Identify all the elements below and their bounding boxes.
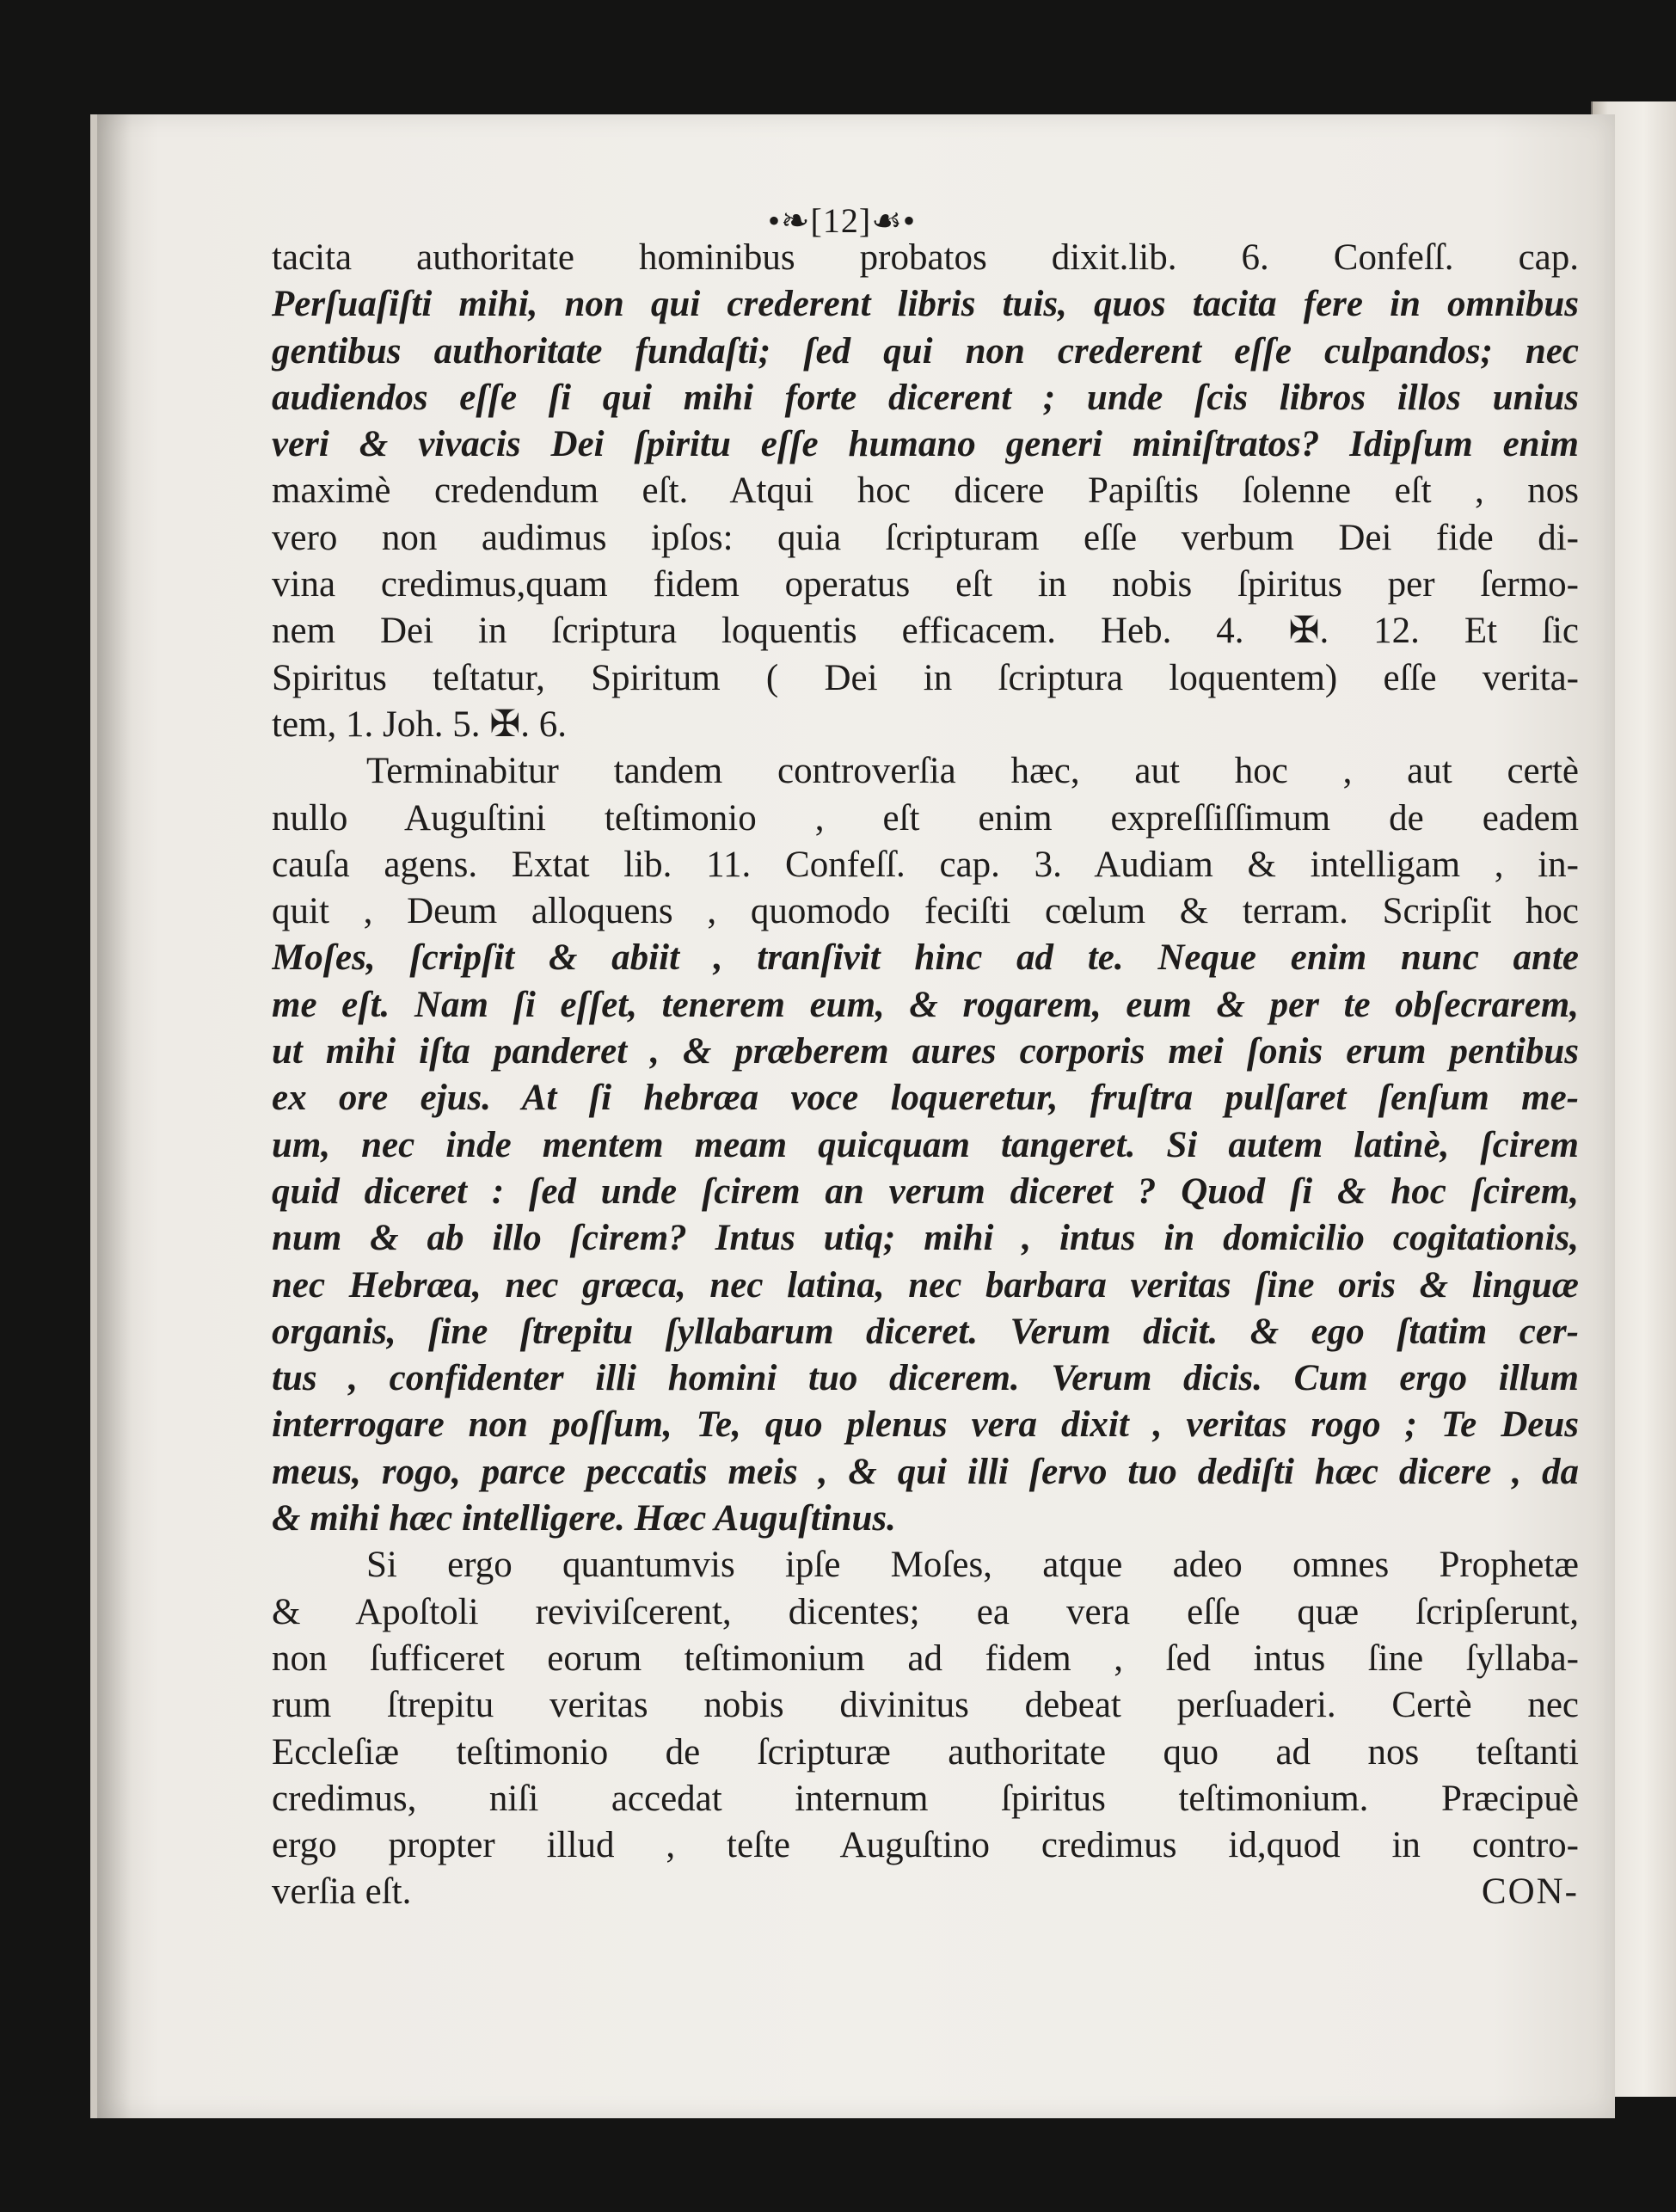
- text-line: nullo Auguſtini teſtimonio , eſt enim expreſſiſſimum de eadem: [272, 797, 1579, 839]
- catchword: CON-: [1481, 1871, 1579, 1913]
- text-line: num & ab illo ſcirem? Intus utiq; mihi , intus in domicilio cogitationis,: [272, 1218, 1579, 1259]
- text-line: maximè credendum eſt. Atqui hoc dicere Papiſtis ſolenne eſt , nos: [272, 470, 1579, 512]
- text-line: interrogare non poſſum, Te, quo plenus vera dixit , veritas rogo ; Te Deus: [272, 1404, 1579, 1446]
- text-line: ut mihi iſta panderet , & præberem aures corporis mei ſonis erum pentibus: [272, 1031, 1579, 1072]
- text-line: um, nec inde mentem meam quicquam tangeret. Si autem latinè, ſcirem: [272, 1124, 1579, 1165]
- text-line: organis, ſine ſtrepitu ſyllabarum diceret. Verum dicit. & ego ſtatim cer-: [272, 1311, 1579, 1352]
- text-line: Spiritus teſtatur, Spiritum ( Dei in ſcriptura loquentem) eſſe verita-: [272, 657, 1579, 698]
- last-line: [272, 1869, 1579, 1915]
- last-line-text: verſia eſt.: [272, 1871, 412, 1913]
- text-line: cauſa agens. Extat lib. 11. Confeſſ. cap. 3. Audiam & intelligam , in-: [272, 844, 1579, 885]
- text-line: & Apoſtoli reviviſcerent, dicentes; ea vera eſſe quæ ſcripſerunt,: [272, 1591, 1579, 1632]
- text-line: audiendos eſſe ſi qui mihi forte dicerent ; unde ſcis libros illos unius: [272, 377, 1579, 418]
- text-line: gentibus authoritate fundaſti; ſed qui non crederent eſſe culpandos; nec: [272, 330, 1579, 372]
- gutter-shadow: [97, 114, 132, 2118]
- text-line: nec Hebræa, nec græca, nec latina, nec barbara veritas ſine oris & linguæ: [272, 1264, 1579, 1306]
- text-line: veri & vivacis Dei ſpiritu eſſe humano generi miniſtratos? Idipſum enim: [272, 424, 1579, 465]
- page-number-header: •❧[12]☙•: [768, 201, 917, 240]
- text-line: vero non audimus ipſos: quia ſcripturam eſſe verbum Dei fide di-: [272, 517, 1579, 558]
- text-line: meus, rogo, parce peccatis meis , & qui illi ſervo tuo dediſti hæc dicere , da: [272, 1451, 1579, 1492]
- book-page: [90, 114, 1615, 2118]
- text-line: non ſufficeret eorum teſtimonium ad fidem , ſed intus ſine ſyllaba-: [272, 1637, 1579, 1679]
- text-line: Moſes, ſcripſit & abiit , tranſivit hinc ad te. Neque enim nunc ante: [272, 937, 1579, 979]
- text-line: quid diceret : ſed unde ſcirem an verum diceret ? Quod ſi & hoc ſcirem,: [272, 1171, 1579, 1212]
- text-line: tus , confidenter illi homini tuo dicerem. Verum dicis. Cum ergo illum: [272, 1358, 1579, 1399]
- text-line: Terminabitur tandem controverſia hæc, aut hoc , aut certè: [366, 751, 1579, 792]
- text-line: credimus, niſi accedat internum ſpiritus teſtimonium. Præcipuè: [272, 1778, 1579, 1819]
- text-line: ex ore ejus. At ſi hebræa voce loqueretur, fruſtra pulſaret ſenſum me-: [272, 1078, 1579, 1119]
- text-line: quit , Deum alloquens , quomodo feciſti cœlum & terram. Scripſit hoc: [272, 891, 1579, 932]
- text-line: tacita authoritate hominibus probatos dixit.lib. 6. Confeſſ. cap.: [272, 237, 1579, 278]
- text-line: nem Dei in ſcriptura loquentis efficacem. Heb. 4. ✠. 12. Et ſic: [272, 611, 1579, 652]
- text-line: rum ſtrepitu veritas nobis divinitus debeat perſuaderi. Certè nec: [272, 1685, 1579, 1726]
- text-line: me eſt. Nam ſi eſſet, tenerem eum, & rogarem, eum & per te obſecrarem,: [272, 984, 1579, 1025]
- text-line: Perſuaſiſti mihi, non qui crederent libris tuis, quos tacita fere in omnibus: [272, 284, 1579, 325]
- text-line: Eccleſiæ teſtimonio de ſcripturæ authoritate quo ad nos teſtanti: [272, 1731, 1579, 1773]
- text-line: Si ergo quantumvis ipſe Moſes, atque adeo omnes Prophetæ: [366, 1545, 1579, 1586]
- text-line: & mihi hæc intelligere. Hæc Auguſtinus.: [272, 1498, 896, 1539]
- text-line: vina credimus,quam fidem operatus eſt in nobis ſpiritus per ſermo-: [272, 564, 1579, 605]
- body-text: [272, 235, 1579, 1916]
- text-line: ergo propter illud , teſte Auguſtino credimus id,quod in contro-: [272, 1825, 1579, 1866]
- text-line: tem, 1. Joh. 5. ✠. 6.: [272, 704, 567, 745]
